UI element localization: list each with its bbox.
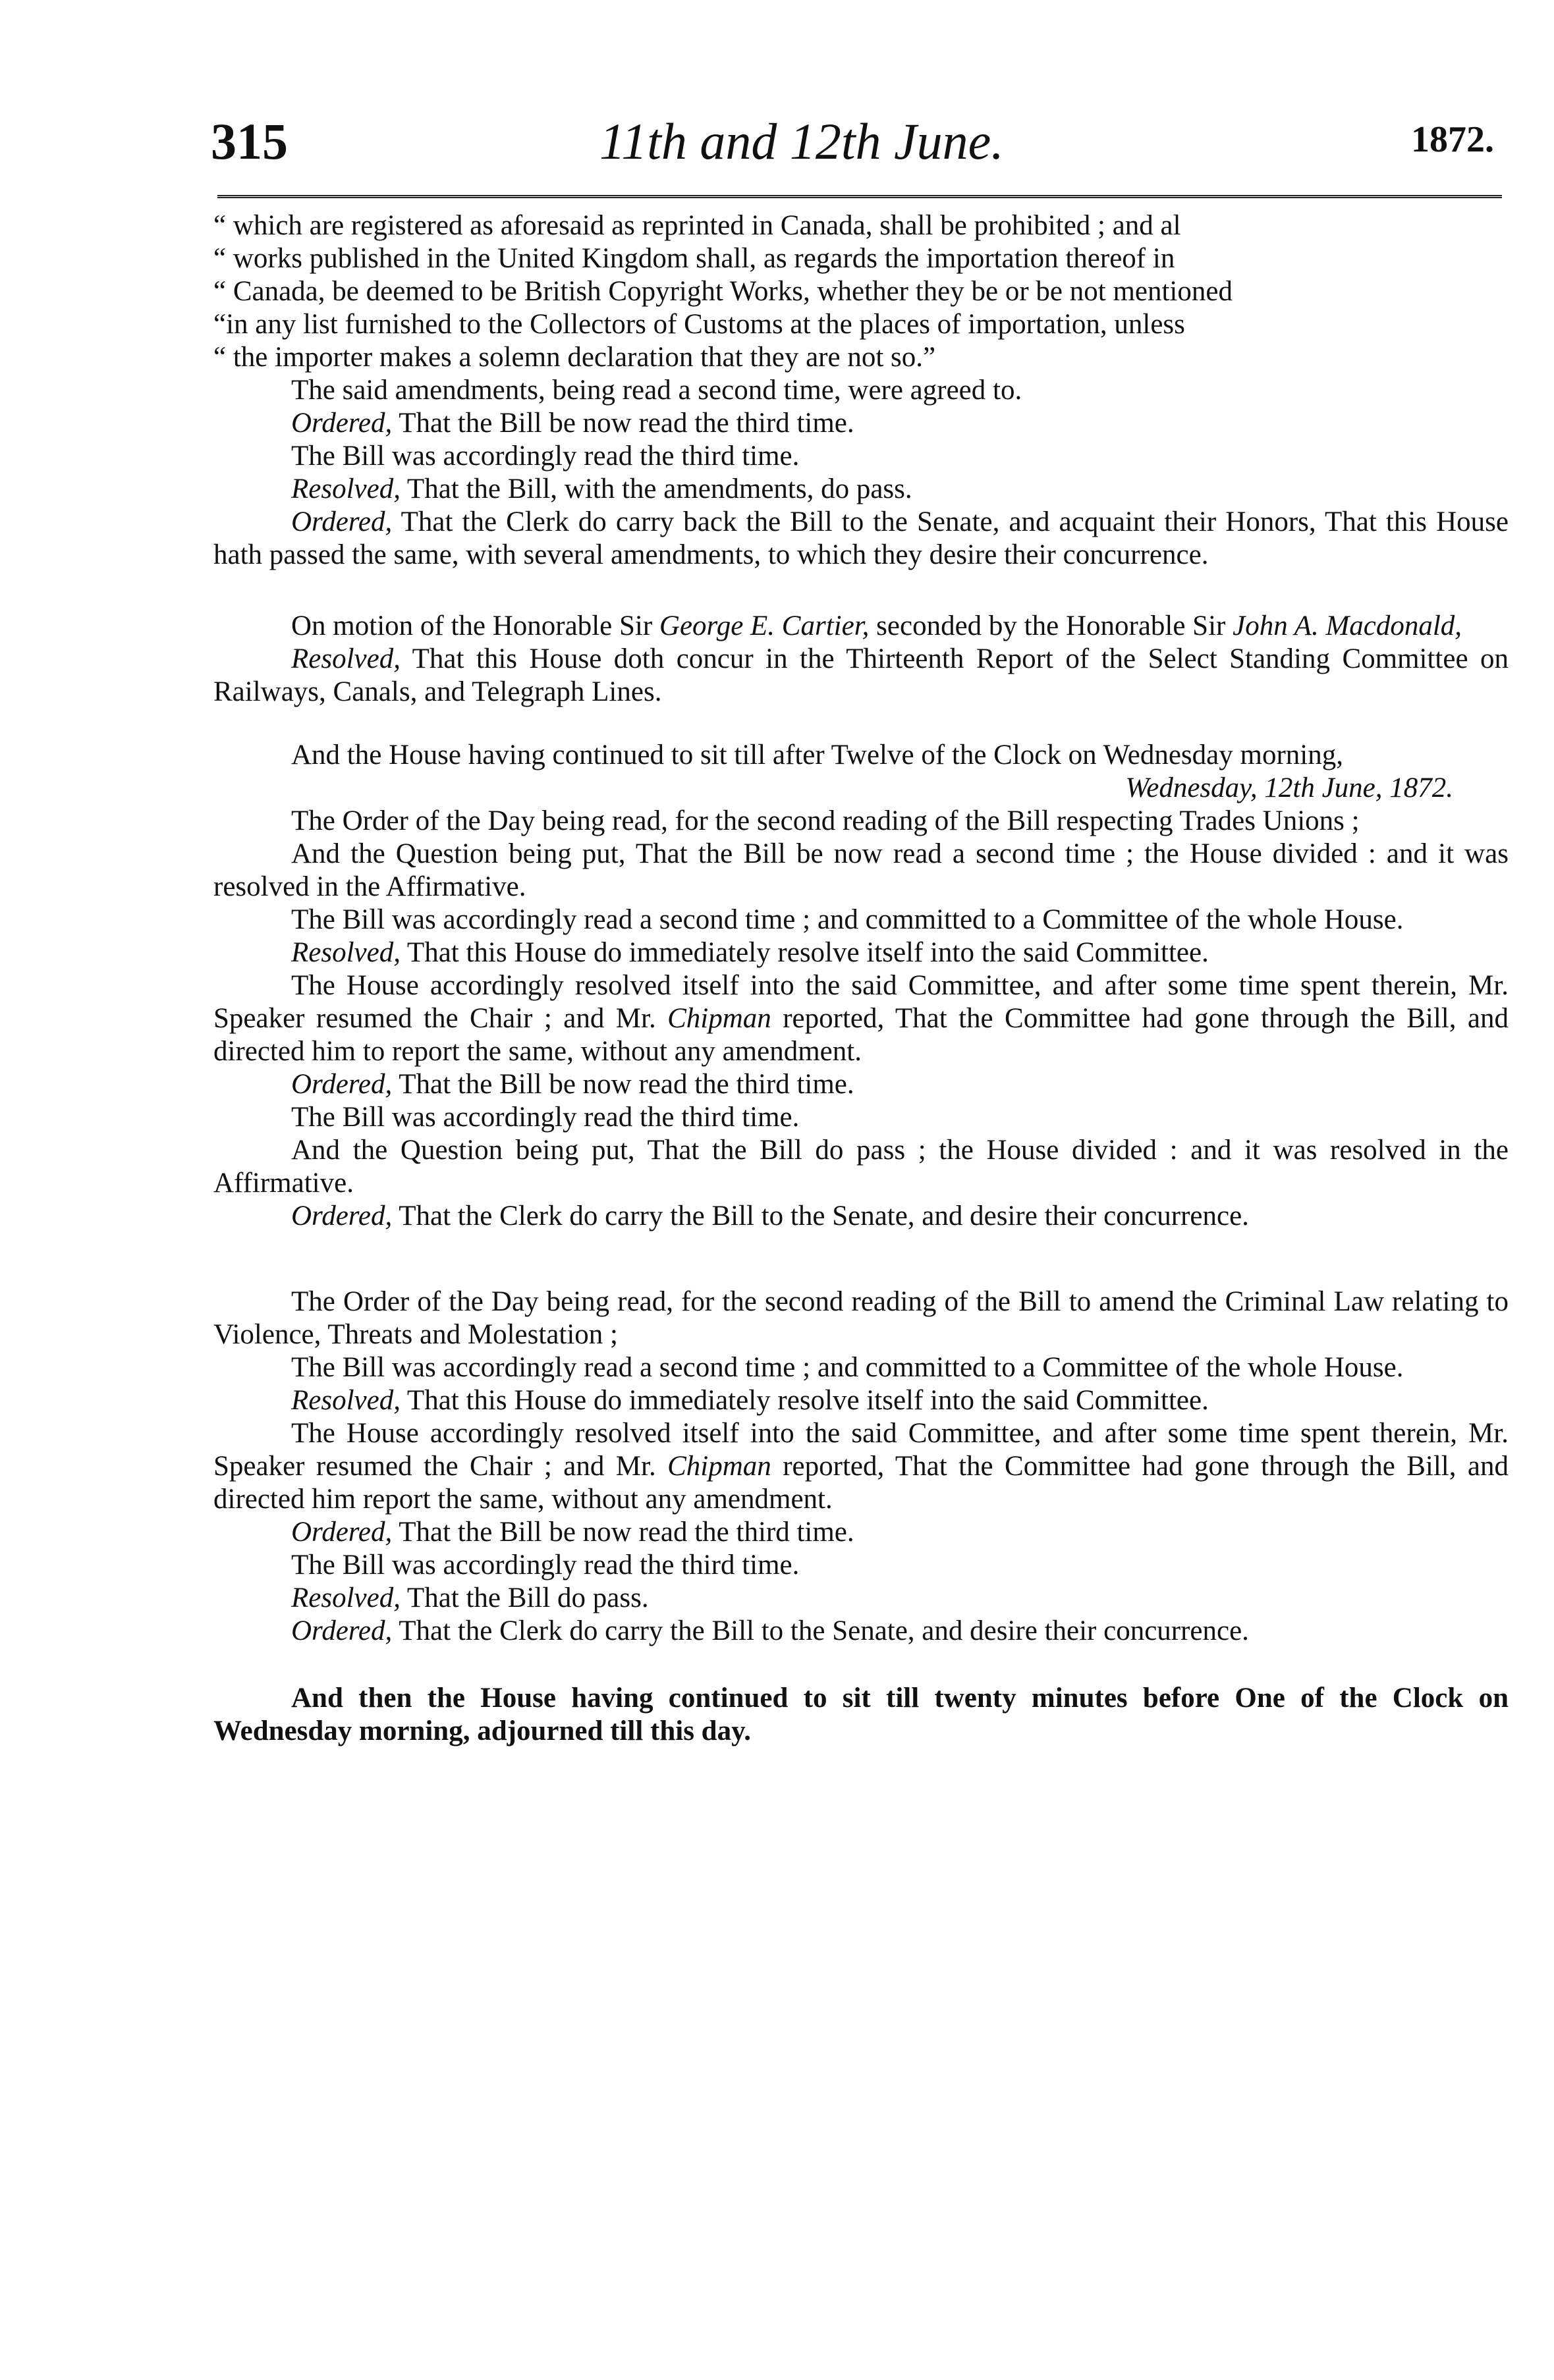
paragraph: The Bill was accordingly read a second time ; and committed to a Committee of the whole House. — [291, 1352, 1404, 1383]
paragraph — [213, 1516, 1509, 1549]
paragraph — [213, 473, 1509, 506]
page-number: 315 — [211, 113, 288, 170]
paragraph — [213, 1615, 1509, 1648]
paragraph-text: That the Bill be now read the third time. — [392, 408, 854, 439]
italic-label: Ordered, — [291, 1069, 393, 1100]
paragraph-text: That the Bill be now read the third time. — [392, 1517, 854, 1548]
paragraph-text: That the Bill, with the amendments, do pass. — [400, 473, 912, 504]
person-name: Chipman — [667, 1451, 771, 1482]
italic-label: Ordered, — [291, 1517, 393, 1548]
italic-label: Resolved, — [291, 937, 401, 968]
quote-line: “in any list furnished to the Collectors of Customs at the places of importation, unless — [213, 309, 1185, 340]
paragraph — [213, 610, 1509, 643]
paragraph-text: reported, That the Committee had gone through the Bill, and directed him to report the same, without any amendment. — [213, 1003, 1509, 1067]
paragraph-text: The House accordingly resolved itself into the said Committee, and after some time spent therein, Mr. Speaker resumed the Chair ; and Mr. — [213, 1418, 1509, 1482]
italic-label: Ordered, — [291, 408, 393, 439]
quote-line: “ Canada, be deemed to be British Copyright Works, whether they be or be not mentioned — [213, 276, 1233, 307]
paragraph — [213, 1384, 1509, 1417]
header-year: 1872. — [1411, 119, 1494, 160]
paragraph: And the Question being put, That the Bill be now read a second time ; the House divided : and it was resolved in the Affirmative. — [213, 838, 1509, 902]
paragraph — [213, 643, 1509, 709]
paragraph-text: reported, That the Committee had gone through the Bill, and directed him report the same, without any amendment. — [213, 1451, 1509, 1515]
paragraph — [213, 1200, 1509, 1233]
paragraph-text: That this House do immediately resolve itself into the said Committee. — [400, 937, 1209, 968]
paragraph-text: That this House doth concur in the Thirteenth Report of the Select Standing Committee on Railways, Canals, and Telegraph Lines. — [213, 643, 1509, 707]
paragraph: And the House having continued to sit till after Twelve of the Clock on Wednesday morning, — [291, 740, 1343, 771]
paragraph-text: On motion of the Honorable Sir — [291, 610, 659, 641]
person-name: George E. Cartier, — [659, 610, 870, 641]
paragraph: The Order of the Day being read, for the second reading of the Bill respecting Trades Unions ; — [291, 805, 1360, 836]
italic-label: Ordered, — [291, 506, 393, 537]
italic-label: Resolved, — [291, 643, 401, 674]
paragraph: And the Question being put, That the Bill do pass ; the House divided : and it was resolved in the Affirmative. — [213, 1135, 1509, 1199]
paragraph — [213, 936, 1509, 969]
paragraph: The Bill was accordingly read the third time. — [291, 441, 800, 472]
paragraph-text: The House accordingly resolved itself into the said Committee, and after some time spent therein, Mr. Speaker resumed the Chair ; and Mr. — [213, 970, 1509, 1034]
paragraph-text: seconded by the Honorable Sir — [869, 610, 1233, 641]
paragraph — [213, 1582, 1509, 1615]
quote-line: “ works published in the United Kingdom shall, as regards the importation thereof in — [213, 243, 1175, 274]
italic-label: Resolved, — [291, 1582, 401, 1613]
paragraph-text: That this House do immediately resolve itself into the said Committee. — [400, 1385, 1209, 1416]
paragraph — [213, 407, 1509, 440]
paragraph: The Bill was accordingly read a second time ; and committed to a Committee of the whole House. — [291, 904, 1404, 935]
paragraph-text: That the Clerk do carry the Bill to the Senate, and desire their concurrence. — [392, 1615, 1249, 1646]
quote-line: “ the importer makes a solemn declaration that they are not so.” — [213, 342, 936, 373]
running-title: 11th and 12th June. — [599, 113, 1004, 170]
italic-label: Resolved, — [291, 1385, 401, 1416]
paragraph: The Bill was accordingly read the third time. — [291, 1550, 800, 1581]
paragraph — [213, 1068, 1509, 1101]
paragraph: The Order of the Day being read, for the second reading of the Bill to amend the Criminal Law relating to Violence, Threats and Molestation ; — [213, 1286, 1509, 1350]
header-rule — [217, 195, 1502, 198]
page-header — [211, 112, 1507, 184]
italic-label: Resolved, — [291, 473, 401, 504]
paragraph-text: That the Clerk do carry the Bill to the Senate, and desire their concurrence. — [392, 1201, 1249, 1231]
person-name: John A. Macdonald, — [1233, 610, 1462, 641]
paragraph-text: That the Bill do pass. — [400, 1582, 649, 1613]
paragraph — [213, 969, 1509, 1068]
paragraph — [213, 506, 1509, 572]
closing-paragraph: And then the House having continued to sit till twenty minutes before One of the Clock on Wednesday morning, adjourned till this day. — [213, 1683, 1509, 1746]
dateline: Wednesday, 12th June, 1872. — [1125, 772, 1453, 803]
paragraph-text: That the Clerk do carry back the Bill to the Senate, and acquaint their Honors, That this House hath passed the same, with several amendments, to which they desire their concurrence. — [213, 506, 1509, 570]
paragraph-text: That the Bill be now read the third time. — [392, 1069, 854, 1100]
paragraph: The Bill was accordingly read the third time. — [291, 1102, 800, 1133]
quote-line: “ which are registered as aforesaid as reprinted in Canada, shall be prohibited ; and al — [213, 210, 1181, 241]
italic-label: Ordered, — [291, 1201, 393, 1231]
paragraph: The said amendments, being read a second time, were agreed to. — [291, 375, 1022, 406]
person-name: Chipman — [667, 1003, 771, 1034]
paragraph — [213, 1417, 1509, 1516]
body-text — [213, 209, 1509, 1748]
italic-label: Ordered, — [291, 1615, 393, 1646]
